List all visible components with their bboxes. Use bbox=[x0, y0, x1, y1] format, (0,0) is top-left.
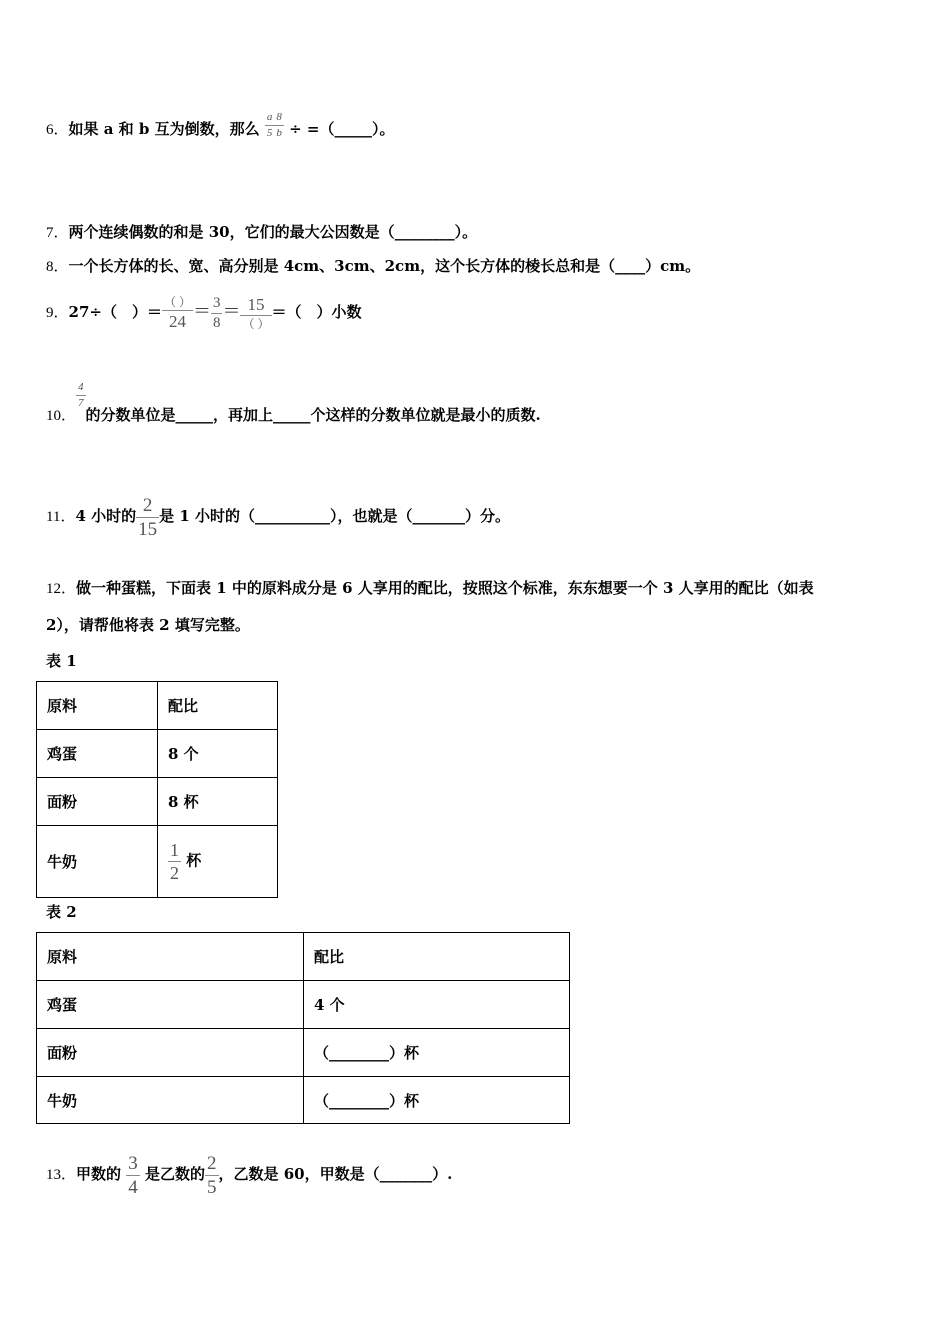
equals-sign: ＝ bbox=[222, 301, 241, 322]
table-cell-answer-blank[interactable]: （________）杯 bbox=[304, 1029, 570, 1077]
table-1 bbox=[36, 681, 278, 898]
question-number: 13． bbox=[46, 1167, 77, 1183]
table-row bbox=[37, 730, 278, 778]
table-row bbox=[37, 1077, 570, 1124]
table-cell: 鸡蛋 bbox=[37, 730, 158, 778]
question-text: 做一种蛋糕，下面表 1 中的原料成分是 6 人享用的配比，按照这个标准，东东想要一个 3 人享用的配比（如表 bbox=[76, 579, 814, 597]
question-text: 的分数单位是_____，再加上_____个这样的分数单位就是最小的质数. bbox=[85, 406, 541, 424]
table-row bbox=[37, 1029, 570, 1077]
question-9 bbox=[46, 292, 362, 333]
question-6 bbox=[46, 112, 394, 140]
table-header-cell: 原料 bbox=[37, 933, 304, 981]
fraction-1-over-2: $\frac{1}{2}$ bbox=[170, 840, 179, 883]
question-text: 如果 a 和 b 互为倒数，那么 bbox=[68, 120, 260, 138]
question-number: 9． bbox=[46, 305, 69, 321]
table-row bbox=[37, 981, 570, 1029]
table-1-title: 表 1 bbox=[46, 652, 77, 670]
fraction-a-over-5: $\frac{a}{5}$ bbox=[266, 111, 273, 139]
question-text: 两个连续偶数的和是 30，它们的最大公因数是（________）。 bbox=[68, 223, 478, 241]
question-text-post: ，乙数是 60，甲数是（_______）. bbox=[218, 1165, 453, 1183]
question-number: 8． bbox=[46, 259, 69, 275]
table-cell: 鸡蛋 bbox=[37, 981, 304, 1029]
fraction-2-over-5: $\frac{2}{5}$ bbox=[207, 1152, 217, 1198]
table-2-title: 表 2 bbox=[46, 903, 77, 921]
table-row bbox=[37, 933, 570, 981]
table-row bbox=[37, 682, 278, 730]
question-13 bbox=[46, 1152, 452, 1197]
question-text-post: ＝（ ）小数 bbox=[271, 303, 362, 321]
question-number: 12． bbox=[46, 581, 77, 597]
question-number: 10． bbox=[46, 408, 77, 424]
fraction-2-over-15: $\frac{2}{15}$ bbox=[138, 494, 158, 540]
divide-operator: ÷ bbox=[289, 120, 302, 138]
question-text: 一个长方体的长、宽、高分别是 4cm、3cm、2cm，这个长方体的棱长总和是（____）cm。 bbox=[68, 257, 701, 275]
fraction-3-over-4: $\frac{3}{4}$ bbox=[128, 1152, 138, 1198]
fraction-8-over-b: $\frac{8}{b}$ bbox=[276, 111, 282, 139]
question-8 bbox=[46, 256, 700, 277]
question-12-line-2 bbox=[46, 615, 250, 635]
table-row bbox=[37, 778, 278, 826]
table-row bbox=[37, 826, 278, 898]
table-cell: 8 个 bbox=[158, 730, 278, 778]
question-11 bbox=[46, 494, 510, 539]
table-cell: 8 杯 bbox=[158, 778, 278, 826]
equals-sign: ＝ bbox=[192, 301, 211, 322]
table-header-cell: 原料 bbox=[37, 682, 158, 730]
question-text: 2），请帮他将表 2 填写完整。 bbox=[46, 616, 250, 634]
question-7 bbox=[46, 222, 477, 243]
table-cell: 牛奶 bbox=[37, 1077, 304, 1124]
question-text-post: 是 1 小时的（__________），也就是（_______）分。 bbox=[159, 507, 511, 525]
table-header-cell: 配比 bbox=[304, 933, 570, 981]
table-header-cell: 配比 bbox=[158, 682, 278, 730]
question-text: 甲数的 bbox=[76, 1165, 122, 1183]
question-number: 6． bbox=[46, 122, 69, 138]
fraction-blank-over-24: $\frac{( )}{24}$ bbox=[163, 295, 191, 331]
question-text: 4 小时的 bbox=[75, 507, 137, 525]
table-cell: 4 个 bbox=[304, 981, 570, 1029]
table-2 bbox=[36, 932, 570, 1124]
table-cell: 面粉 bbox=[37, 1029, 304, 1077]
question-12-line-1 bbox=[46, 578, 814, 599]
question-10 bbox=[46, 382, 541, 436]
question-number: 11． bbox=[46, 509, 76, 525]
fraction-4-over-7: $\frac{4}{7}$ bbox=[78, 381, 84, 409]
table-cell-fraction bbox=[158, 826, 278, 898]
table-cell: 牛奶 bbox=[37, 826, 158, 898]
question-text-post: =（_____）。 bbox=[306, 120, 395, 138]
question-text: 27÷（ ）＝ bbox=[68, 303, 162, 321]
fraction-15-over-blank: $\frac{15}{( )}$ bbox=[242, 295, 270, 331]
unit-label: 杯 bbox=[186, 851, 202, 870]
question-number: 7． bbox=[46, 225, 69, 241]
fraction-3-over-8: $\frac{3}{8}$ bbox=[212, 294, 221, 331]
table-cell-answer-blank[interactable]: （________）杯 bbox=[304, 1077, 570, 1124]
table-cell: 面粉 bbox=[37, 778, 158, 826]
question-text-mid: 是乙数的 bbox=[145, 1165, 206, 1183]
